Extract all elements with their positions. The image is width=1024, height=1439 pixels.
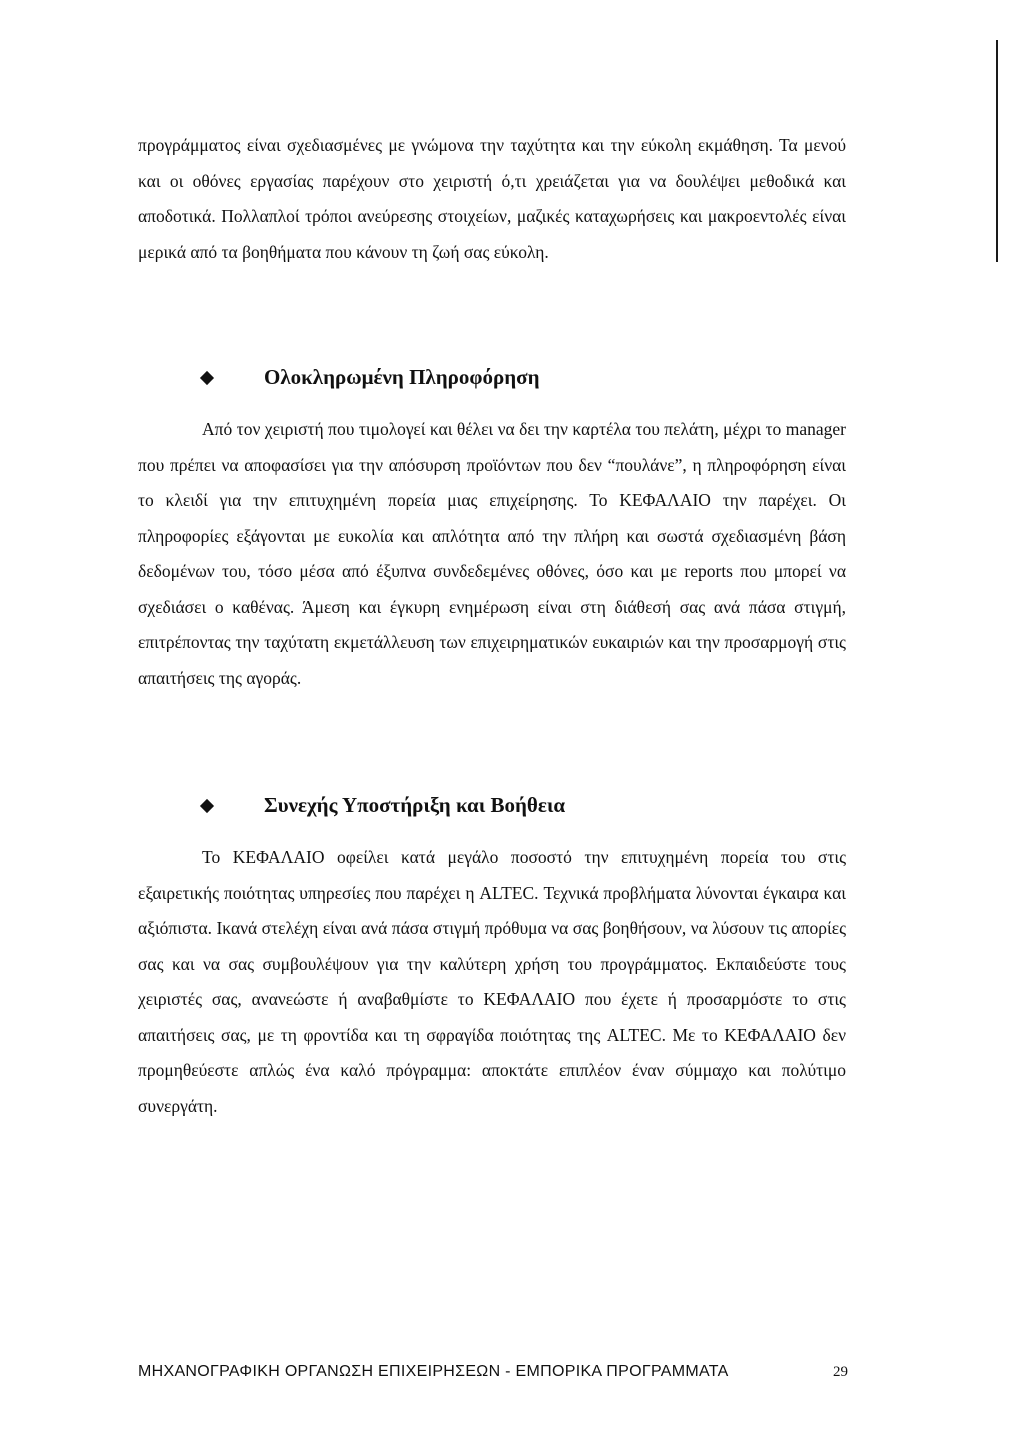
section-body-support: Το ΚΕΦΑΛΑΙΟ οφείλει κατά μεγάλο ποσοστό την επιτυχημένη πορεία του στις εξαιρετικής ποιότητας υπηρεσίες που παρέχει η ALTEC. Τεχνικά προβλήματα λύνονται έγκαιρα και αξιόπιστα. Ικανά στελέχη είναι ανά πάσα στιγμή πρόθυμα να σας βοηθήσουν, να λύσουν τις απορίες σας και να σας συμβουλέψουν για την καλύτερη χρήση του προγράμματος. Εκπαιδεύστε τους χειριστές σας, ανανεώστε ή αναβαθμίστε το ΚΕΦΑΛΑΙΟ που έχετε ή προσαρμόστε το στις απαιτήσεις σας, με τη φροντίδα και τη σφραγίδα ποιότητας της ALTEC. Με το ΚΕΦΑΛΑΙΟ δεν προμηθεύεστε απλώς ένα καλό πρόγραμμα: αποκτάτε επιπλέον έναν σύμμαχο και πολύτιμο συνεργάτη.	[138, 847, 846, 1116]
diamond-bullet-icon	[200, 798, 214, 812]
margin-line	[996, 40, 998, 262]
section-heading-support	[202, 793, 565, 818]
page-footer	[138, 1363, 848, 1381]
section-heading-text: Συνεχής Υποστήριξη και Βοήθεια	[264, 793, 566, 817]
page-number: 29	[833, 1364, 848, 1380]
section-body-information: Από τον χειριστή που τιμολογεί και θέλει να δει την καρτέλα του πελάτη, μέχρι το manager που πρέπει να αποφασίσει για την απόσυρση προϊόντων που δεν “πουλάνε”, η πληροφόρηση είναι το κλειδί για την επιτυχημένη πορεία μιας επιχείρησης. Το ΚΕΦΑΛΑΙΟ την παρέχει. Οι πληροφορίες εξάγονται με ευκολία και απλότητα από την πλήρη και σωστά σχεδιασμένη βάση δεδομένων του, τόσο μέσα από έξυπνα συνδεδεμένες οθόνες, όσο και με reports που μπορεί να σχεδιάσει ο καθένας. Άμεση και έγκυρη ενημέρωση είναι στη διάθεσή σας ανά πάσα στιγμή, επιτρέποντας την ταχύτατη εκμετάλλευση των επιχειρηματικών ευκαιριών και την προσαρμογή στις απαιτήσεις της αγοράς.	[138, 419, 846, 688]
intro-paragraph: προγράμματος είναι σχεδιασμένες με γνώμονα την ταχύτητα και την εύκολη εκμάθηση. Τα μενού και οι οθόνες εργασίας παρέχουν στο χειριστή ό,τι χρειάζεται για να δουλέψει μεθοδικά και αποδοτικά. Πολλαπλοί τρόποι ανεύρεσης στοιχείων, μαζικές καταχωρήσεις και μακροεντολές είναι μερικά από τα βοηθήματα που κάνουν τη ζωή σας εύκολη.	[138, 135, 846, 262]
section-heading-text: Ολοκληρωμένη Πληροφόρηση	[264, 365, 540, 389]
section-heading-information	[202, 365, 540, 390]
diamond-bullet-icon	[200, 370, 214, 384]
footer-title: ΜΗΧΑΝΟΓΡΑΦΙΚΗ ΟΡΓΑΝΩΣΗ ΕΠΙΧΕΙΡΗΣΕΩΝ - ΕΜΠΟΡΙΚΑ ΠΡΟΓΡΑΜΜΑΤΑ	[138, 1363, 729, 1380]
